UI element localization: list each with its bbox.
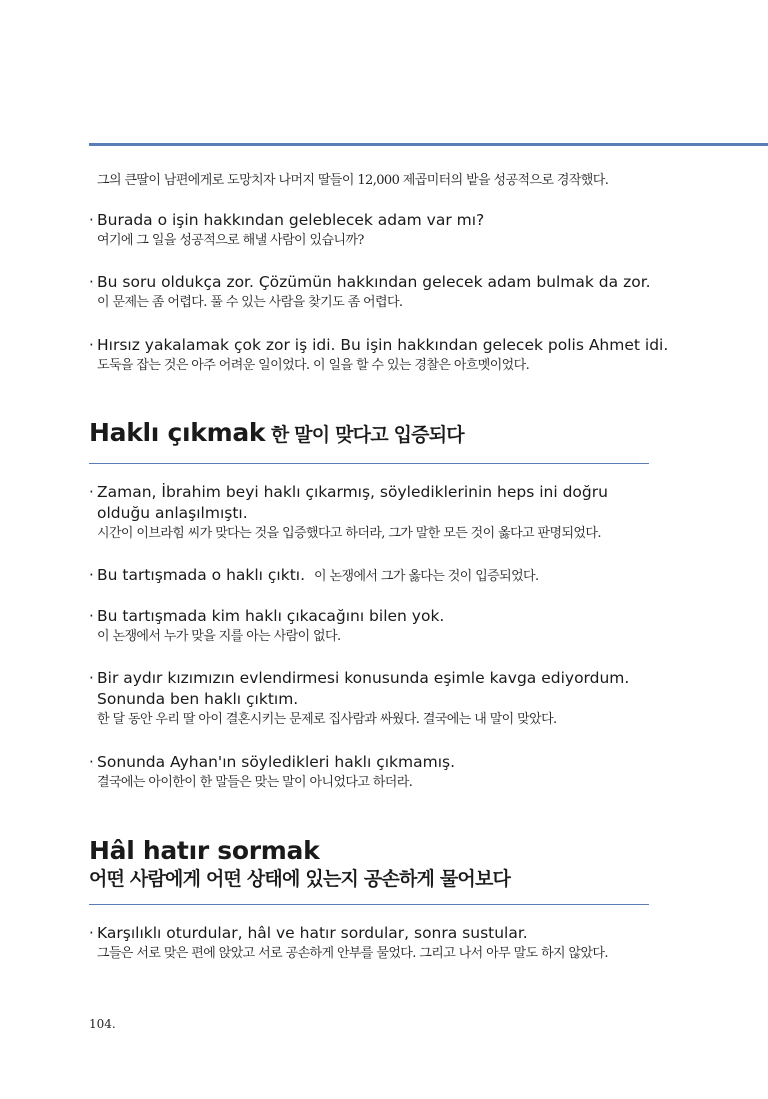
turkish-sentence: Zaman, İbrahim beyi haklı çıkarmış, söylediklerinin heps ini doğru olduğu anlaşılmıştı. [97, 483, 608, 522]
korean-translation: 결국에는 아이한이 한 말들은 맞는 말이 아니었다고 하더라. [97, 775, 413, 790]
bullet: · [89, 336, 94, 354]
korean-translation: 이 논쟁에서 그가 옳다는 것이 입증되었다. [314, 569, 539, 584]
turkish-sentence: Sonunda Ayhan'ın söyledikleri haklı çıkmamış. [97, 753, 456, 771]
turkish-sentence: Hırsız yakalamak çok zor iş idi. Bu işin hakkından gelecek polis Ahmet idi. [97, 336, 669, 354]
section-subtitle: 어떤 사람에게 어떤 상태에 있는지 공손하게 물어보다 [89, 868, 511, 890]
turkish-sentence: Burada o işin hakkından geleblecek adam var mı? [97, 211, 485, 229]
korean-translation: 이 논쟁에서 누가 맞을 지를 아는 사람이 없다. [97, 629, 341, 644]
example-entry [89, 923, 669, 964]
example-entry [89, 272, 689, 313]
intro-line: 그의 큰딸이 남편에게로 도망치자 나머지 딸들이 12,000 제곱미터의 밭을 성공적으로 경작했다. [97, 173, 609, 188]
turkish-sentence: Bu tartışmada o haklı çıktı. [97, 566, 306, 584]
section-title: Haklı çıkmak [89, 418, 266, 447]
korean-translation: 도둑을 잡는 것은 아주 어려운 일이었다. 이 일을 할 수 있는 경찰은 아흐멧이었다. [97, 358, 530, 373]
example-entry [89, 606, 649, 647]
korean-translation: 여기에 그 일을 성공적으로 해낼 사람이 있습니까? [97, 233, 364, 248]
section-subtitle: 한 말이 맞다고 입증되다 [270, 424, 464, 446]
example-entry [89, 565, 649, 587]
bullet: · [89, 211, 94, 229]
bullet: · [89, 753, 94, 771]
bullet: · [89, 924, 94, 942]
example-entry [89, 335, 709, 376]
bullet: · [89, 669, 94, 687]
section-rule [89, 463, 649, 464]
korean-translation: 한 달 동안 우리 딸 아이 결혼시키는 문제로 집사람과 싸웠다. 결국에는 내 말이 맞았다. [97, 712, 557, 727]
bullet: · [89, 273, 94, 291]
korean-translation: 이 문제는 좀 어렵다. 풀 수 있는 사람을 찾기도 좀 어렵다. [97, 295, 403, 310]
example-entry [89, 668, 649, 730]
turkish-sentence: Bir aydır kızımızın evlendirmesi konusunda eşimle kavga ediyordum. Sonunda ben haklı çıktım. [97, 669, 630, 708]
example-entry [89, 210, 649, 251]
korean-translation: 시간이 이브라힘 씨가 맞다는 것을 입증했다고 하더라, 그가 말한 모든 것이 옳다고 판명되었다. [97, 526, 601, 541]
example-entry [89, 752, 649, 793]
turkish-sentence: Bu tartışmada kim haklı çıkacağını bilen yok. [97, 607, 445, 625]
turkish-sentence: Bu soru oldukça zor. Çözümün hakkından gelecek adam bulmak da zor. [97, 273, 651, 291]
bullet: · [89, 607, 94, 625]
bullet: · [89, 566, 94, 584]
section-rule [89, 904, 649, 905]
turkish-sentence: Karşılıklı oturdular, hâl ve hatır sordular, sonra sustular. [97, 924, 528, 942]
korean-translation: 그들은 서로 맞은 편에 앉았고 서로 공손하게 안부를 물었다. 그리고 나서 아무 말도 하지 않았다. [97, 946, 608, 961]
section-title: Hâl hatır sormak [89, 836, 320, 865]
bullet: · [89, 483, 94, 501]
section-heading-hakli-cikmak [89, 418, 464, 447]
page-number: 104. [89, 1017, 116, 1031]
example-entry [89, 482, 649, 544]
top-rule [89, 143, 768, 146]
section-heading-hal-hatir-sormak [89, 836, 689, 892]
